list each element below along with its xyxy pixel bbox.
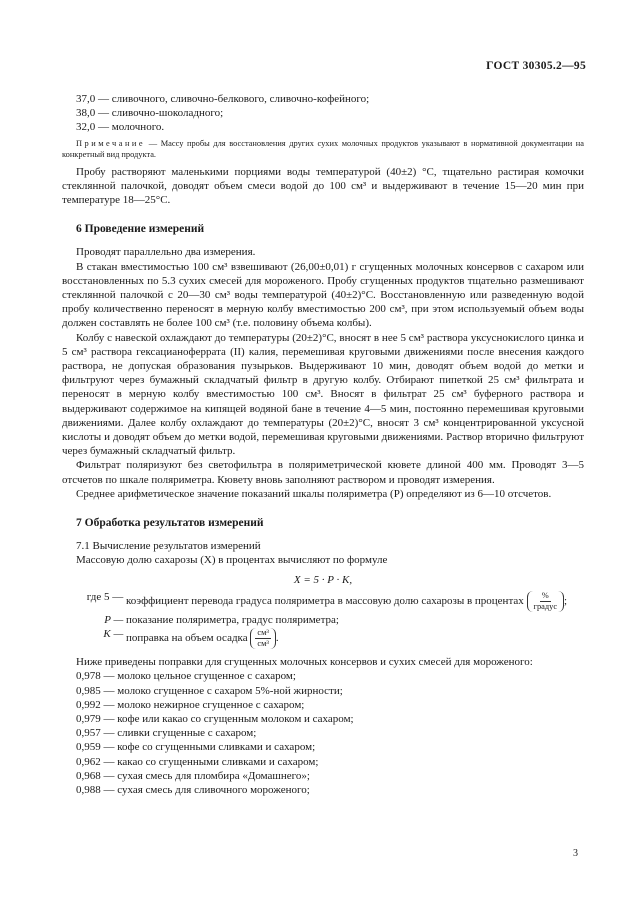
subsection-title: 7.1 Вычисление результатов измерений (76, 540, 261, 553)
definition-row (62, 590, 584, 613)
term-symbol: K — (103, 628, 124, 641)
list-item: 0,992 — молоко нежирное сгущенное с сахаром; (76, 698, 305, 711)
definition-text (126, 627, 584, 650)
definition-body: коэффициент перевода градуса поляриметра в массовую долю сахарозы в процентах (126, 594, 524, 607)
list-item: 32,0 — молочного. (76, 121, 165, 134)
paragraph: Массовую долю сахарозы (X) в процентах вычисляют по формуле (76, 554, 388, 567)
section-title: 7 Обработка результатов измерений (76, 517, 264, 530)
list-item: 0,978 — молоко цельное сгущенное с сахаром; (76, 670, 296, 683)
definition-row (62, 613, 584, 627)
definition-term (62, 627, 126, 641)
fraction-denominator: градус (533, 601, 558, 611)
section-title: 6 Проведение измерений (76, 223, 205, 236)
note-label: Примечание (76, 138, 146, 148)
list-item: 0,979 — кофе или какао со сгущенным молоком и сахаром; (76, 712, 354, 725)
definition-term (62, 613, 126, 627)
definition-body: поправка на объем осадка (126, 632, 248, 645)
list-item: 0,962 — какао со сгущенными сливками и сахаром; (76, 755, 319, 768)
list-item: 0,988 — сухая смесь для сливочного мороженого; (76, 783, 310, 796)
unit-fraction (527, 590, 568, 612)
paragraph: Пробу растворяют маленькими порциями воды температурой (40±2) °С, тщательно растирая комочки стеклянной палочкой, доводят объем смеси водой до 100 см³ и выдерживают в течение 15—20 мин при температуре 18—25°С. (62, 165, 584, 207)
list-item: 37,0 — сливочного, сливочно-белкового, сливочно-кофейного; (76, 93, 370, 105)
fraction-numerator: % (541, 590, 549, 600)
list-item: 0,957 — сливки сгущенные с сахаром; (76, 727, 257, 740)
definition-tail: ; (564, 594, 568, 607)
paragraph: Колбу с навеской охлаждают до температуры (20±2)°С, вносят в нее 5 см³ раствора уксуснокислого цинка и 5 см³ раствора гексацианоферрата (II) калия, перемешивая круговыми движениями после внесения каждого раствора, не допуская образования пузырьков. Выдерживают 10 мин, доводят объем водой до метки и фильтруют через бумажный складчатый фильтр в другую колбу. Отбирают пипеткой 25 см³ фильтрата и переносят в мерную колбу вместимостью 100 см³. Вносят в фильтрат 25 см³ буферного раствора и выдерживают содержимое на кипящей водяной бане в течение 4—5 мин, постоянно перемешивая круговыми движениями. Далее колбу охлаждают до температуры (20±2)°С, вносят 3 см³ концентрированной уксусной кислоты и доводят объем до метки водой, перемешивая круговыми движениями. Раствор вторично фильтруют через бумажный складчатый фильтр. (62, 331, 584, 458)
definition-tail: . (275, 632, 279, 645)
page-content (62, 92, 584, 797)
term-symbol: 5 — (104, 590, 124, 603)
unit-fraction (250, 628, 276, 649)
formula-text: X = 5 · P · K, (293, 573, 353, 586)
page-number: 3 (573, 848, 578, 859)
definition-text: показание поляриметра, градус поляриметра; (126, 613, 339, 626)
definition-term (62, 590, 126, 604)
paragraph: Проводят параллельно два измерения. (76, 246, 256, 259)
definitions (62, 590, 584, 650)
fraction-denominator: см³ (257, 639, 269, 649)
list-item: 0,985 — молоко сгущенное с сахаром 5%-ной жирности; (76, 684, 343, 697)
definition-text (126, 590, 584, 613)
paragraph: Ниже приведены поправки для сгущенных молочных консервов и сухих смесей для мороженого: (76, 656, 533, 669)
standard-header: ГОСТ 30305.2—95 (486, 60, 586, 72)
paragraph: В стакан вместимостью 100 см³ взвешивают (26,00±0,01) г сгущенных молочных консервов с сахаром или восстановленных по 5.3 сухих смесей для мороженого. Пробу сгущенных продуктов тщательно размешивают стеклянной палочкой с 20—30 см³ воды температурой (40±2)°С. Восстановленную или разведенную водой пробу количественно переносят в мерную колбу вместимостью 200 см³, при этом используемый объем воды должен составлять не более 100 см³ (т.е. половину объема колбы). (62, 260, 584, 330)
fraction-numerator: см³ (257, 628, 269, 638)
note-text: — Массу пробы для восстановления других сухих молочных продуктов указывают в нормативной документации на конкретный вид продукта. (62, 138, 584, 159)
term-symbol: P — (104, 613, 124, 626)
list-item: 0,959 — кофе со сгущенными сливками и сахаром; (76, 741, 316, 754)
paragraph: Фильтрат поляризуют без светофильтра в поляриметрической кювете длиной 400 мм. Проводят 3—5 отсчетов по шкале поляриметра. Кювету вновь заполняют раствором и проводят измерения. (62, 459, 584, 486)
paragraph: Среднее арифметическое значение показаний шкалы поляриметра (P) определяют из 6—10 отсчетов. (76, 487, 552, 500)
formula (62, 573, 584, 587)
list-item: 0,968 — сухая смесь для пломбира «Домашнего»; (76, 769, 310, 782)
definition-row (62, 627, 584, 650)
where-word: где (86, 590, 102, 603)
list-item: 38,0 — сливочно-шоколадного; (76, 107, 224, 120)
note (62, 138, 584, 160)
